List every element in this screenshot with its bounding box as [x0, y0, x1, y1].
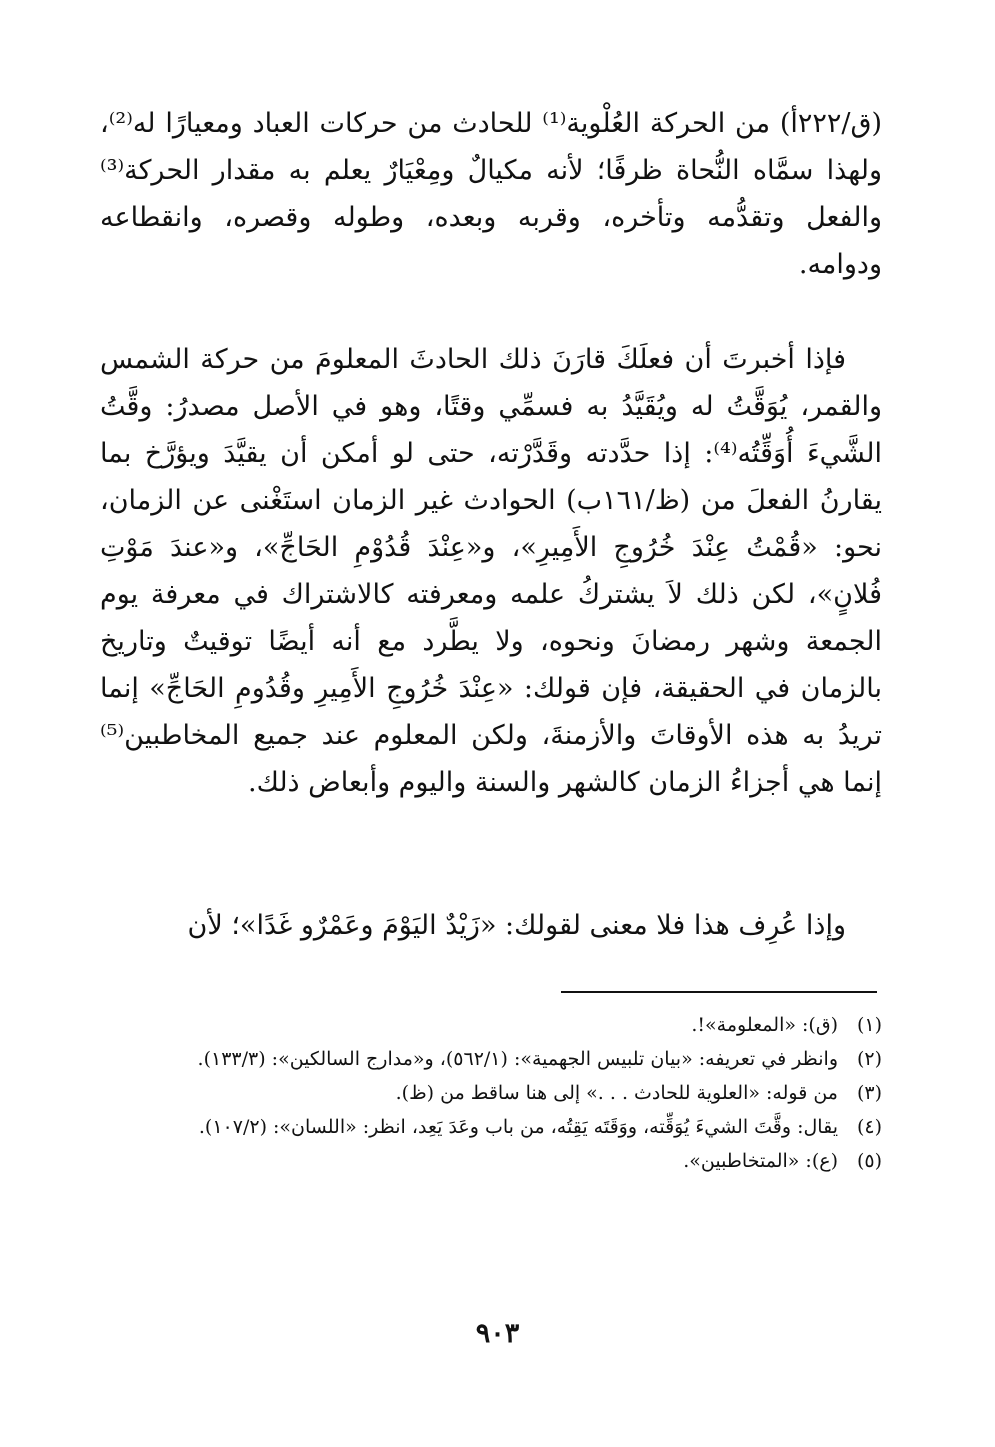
footnote-number: (٤) [856, 1116, 882, 1138]
footnote-text: من قوله: «العلوية للحادث . . .» إلى هنا ساقط من (ظ). [395, 1082, 838, 1104]
paragraph-2: فإذا أخبرتَ أن فعلَكَ قارَنَ ذلك الحادثَ المعلومَ من حركة الشمس والقمر، يُوَقَّتُ له ويُقَيَّدُ به فسمِّي وقتًا، وهو في الأصل مصدرُ: وقَّتُ الشَّيءَ أُوَقِّتُه⁽⁴⁾: إذا حدَّدته وقَدَّرْته، حتى لو أمكن أن يقيَّدَ ويؤرَّخ بما يقارنُ الفعلَ من (ظ/١٦١ب) الحوادث غير الزمان استَغْنى عن الزمان، نحو: «قُمْتُ عِنْدَ خُرُوجِ الأَمِيرِ»، و«عِنْدَ قُدُوْمِ الحَاجِّ»، و«عندَ مَوْتِ فُلانٍ»، لكن ذلك لاَ يشتركُ علمه ومعرفته كالاشتراك في معرفة يوم الجمعة وشهر رمضانَ ونحوه، ولا يطَّرد مع أنه أيضًا توقيتٌ وتاريخ بالزمان في الحقيقة، فإن قولك: «عِنْدَ خُرُوجِ الأَمِيرِ وقُدُومِ الحَاجِّ» إنما تريدُ به هذه الأوقاتَ والأزمنةَ، ولكن المعلوم عند جميع المخاطبين⁽⁵⁾ إنما هي أجزاءُ الزمان كالشهر والسنة واليوم وأبعاض ذلك. [100, 344, 882, 798]
paragraph-1: (ق/٢٢٢أ) من الحركة العُلْوية⁽¹⁾ للحادث من حركات العباد ومعيارًا له⁽²⁾، ولهذا سمَّاه النُّحاة ظرفًا؛ لأنه مكيالٌ ومِعْيَارٌ يعلم به مقدار الحركة⁽³⁾ والفعل وتقدُّمه وتأخره، وقربه وبعده، وطوله وقصره، وانقطاعه ودوامه. [100, 108, 882, 280]
footnote-4 [100, 1110, 882, 1144]
footnote-text: وانظر في تعريفه: «بيان تلبيس الجهمية»: (٥٦٢/١)، و«مدارج السالكين»: (١٣٣/٣). [197, 1048, 838, 1070]
footnote-5 [100, 1144, 882, 1178]
footnote-separator [561, 991, 877, 993]
footnote-1 [100, 1008, 882, 1042]
footnote-number: (٥) [856, 1150, 882, 1172]
footnote-number: (٣) [856, 1082, 882, 1104]
footnote-text: (ع): «المتخاطبين». [683, 1150, 838, 1172]
paragraph-3: وإذا عُرِف هذا فلا معنى لقولك: «زَيْدٌ اليَوْمَ وعَمْرٌو غَدًا»؛ لأن [187, 910, 846, 941]
footnote-text: يقال: وقَّتَ الشيءَ يُوَقِّته، ووَقَتَه يَقِتُه، من باب وعَدَ يَعِد، انظر: «اللسان»: (١٠٧/٢). [198, 1116, 838, 1138]
footnote-3 [100, 1076, 882, 1110]
footnote-text: (ق): «المعلومة»!. [691, 1014, 838, 1036]
footnote-number: (٢) [856, 1048, 882, 1070]
footnote-2 [100, 1042, 882, 1076]
footnote-number: (١) [856, 1014, 882, 1036]
footnotes [100, 1008, 882, 1178]
page-number: ٩٠٣ [475, 1318, 520, 1349]
